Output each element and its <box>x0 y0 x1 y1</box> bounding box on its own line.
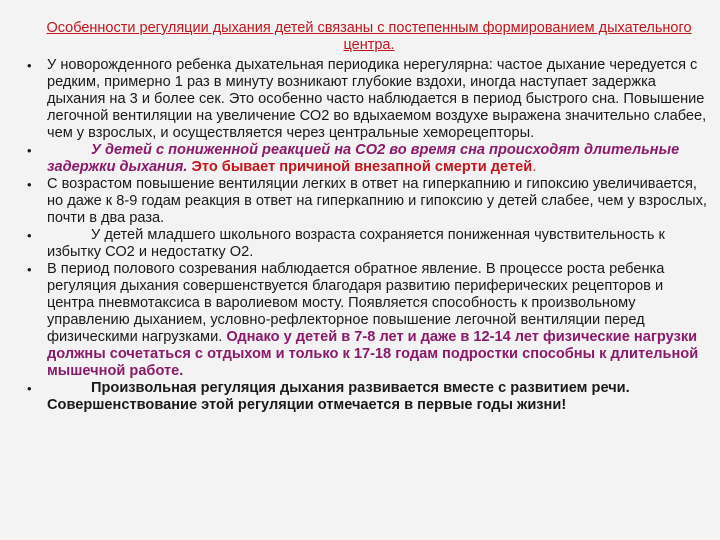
bullet-icon: • <box>27 262 32 277</box>
list-item <box>0 227 720 261</box>
bullet-list <box>0 57 720 414</box>
list-item <box>0 57 720 142</box>
list-item <box>0 261 720 380</box>
bullet-icon: • <box>27 58 32 73</box>
item-tail: . <box>532 159 537 175</box>
item-text: У детей младшего школьного возраста сохраняется пониженная чувствительность к избытку СО2 и недостатку О2. <box>47 227 665 260</box>
bullet-icon: • <box>27 177 32 192</box>
list-item <box>0 142 720 176</box>
bullet-icon: • <box>27 228 32 243</box>
item-emphasis: Однако у детей в 7-8 лет и даже в 12-14 лет физические нагрузки должны сочетаться с отдыхом и только к 17-18 годам подростки способны к длительной мышечной работе. <box>47 329 699 379</box>
bullet-icon: • <box>27 143 32 158</box>
list-item <box>0 380 720 414</box>
list-item <box>0 176 720 227</box>
item-emphasis: У детей с пониженной реакцией на СО2 во время сна происходят длительные задержки дыхания. <box>47 142 680 175</box>
item-bold-text: Произвольная регуляция дыхания развивается вместе с развитием речи. Совершенствование этой регуляции отмечается в первые годы жизни! <box>47 380 630 413</box>
item-text: С возрастом повышение вентиляции легких в ответ на гиперкапнию и гипоксию увеличивается, но даже к 8-9 годам реакция в ответ на гиперкапнию и гипоксию у детей слабее, чем у взрослых, почти в два раза. <box>47 176 707 226</box>
item-warning: Это бывает причиной внезапной смерти детей <box>191 159 533 175</box>
item-text: В период полового созревания наблюдается обратное явление. В процессе роста ребенка регуляция дыхания совершенствуется благодаря развитию периферических рецепторов и центра пневмотаксиса в варолиевом мосту. Появляется способность к произвольному управлению дыханием, условно-рефлекторное повышение легочной вентиляции перед физическими нагрузками. <box>47 261 665 345</box>
bullet-icon: • <box>27 381 32 396</box>
slide-title: Особенности регуляции дыхания детей связаны с постепенным формированием дыхательного центра. <box>46 20 692 53</box>
item-text: У новорожденного ребенка дыхательная периодика нерегулярна: частое дыхание чередуется с редким, примерно 1 раз в минуту возникают глубокие вздохи, иногда наступает задержка дыхания на 3 и более сек. Это особенно часто наблюдается в период быстрого сна. Повышение легочной вентиляции на увеличение СО2 во вдыхаемом воздухе выражена значительно слабее, чем у взрослых, и осуществляется через центральные хеморецепторы. <box>47 57 707 141</box>
